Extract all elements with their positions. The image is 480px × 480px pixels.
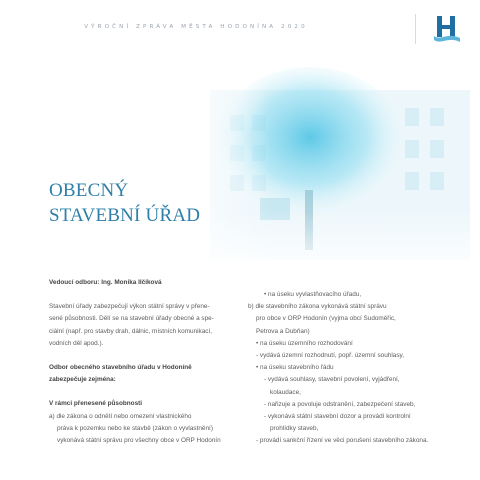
header-divider — [415, 14, 416, 44]
intro-line: vodních děl apod.). — [49, 339, 104, 347]
list-line: b) dle stavebního zákona vykonává státní správu — [248, 303, 387, 311]
item-a-line: a) dle zákona o odnětí nebo omezení vlastnického — [49, 412, 192, 420]
section-title-line-1: OBECNÝ — [49, 180, 129, 201]
duties-heading: Odbor obecného stavebního úřadu v Hodoníně — [49, 364, 192, 372]
list-line: - nařizuje a povoluje odstranění, zabezpečení staveb, — [264, 400, 416, 408]
right-text-column — [248, 289, 458, 448]
list-line: prohlídky staveb, — [270, 425, 319, 433]
list-line: • na úseku vyvlastňovacího úřadu, — [264, 291, 362, 298]
intro-line: sené působnosti. Dělí se na stavební úřady obecné a spe- — [49, 315, 214, 323]
intro-line: Stavební úřady zabezpečují výkon státní správy v přene- — [49, 303, 210, 311]
building-tree-photo — [150, 60, 480, 275]
list-line: - vykonává státní stavební dozor a provádí kontrolní — [264, 413, 411, 421]
section-title-line-2: STAVEBNÍ ÚŘAD — [49, 205, 201, 226]
intro-line: ciální (např. pro stavby drah, dálnic, místních komunikací, — [49, 327, 213, 335]
head-of-department: Vedoucí odboru: Ing. Monika Ilčíková — [49, 279, 162, 286]
list-line: - vydává územní rozhodnutí, popř. územní souhlasy, — [256, 352, 405, 360]
list-line: pro obce v ORP Hodonín (vyjma obcí Sudoměřic, — [256, 315, 396, 323]
list-line: kolaudace, — [270, 388, 301, 396]
list-line: - provádí sankční řízení ve věci porušení stavebního zákona. — [256, 437, 429, 445]
delegated-competence-heading: V rámci přenesené působnosti — [49, 400, 143, 408]
item-a-line: práva k pozemku nebo ke stavbě (zákon o vyvlastnění) — [57, 424, 213, 432]
list-line: • na úseku územního rozhodování — [256, 339, 353, 347]
left-text-column — [49, 277, 239, 447]
section-title — [49, 178, 200, 228]
list-line: - vydává souhlasy, stavební povolení, vyjádření, — [264, 376, 400, 384]
list-line: Petrova a Dubňan) — [256, 327, 310, 335]
item-a-line: vykonává státní správu pro všechny obce v ORP Hodonín — [57, 437, 221, 445]
hodonin-logo-icon — [434, 14, 460, 44]
report-header-title: VÝROČNÍ ZPRÁVA MĚSTA HODONÍNA 2020 — [84, 24, 308, 30]
duties-heading: zabezpečuje zejména: — [49, 376, 116, 384]
list-line: • na úseku stavebního řádu — [256, 364, 334, 372]
